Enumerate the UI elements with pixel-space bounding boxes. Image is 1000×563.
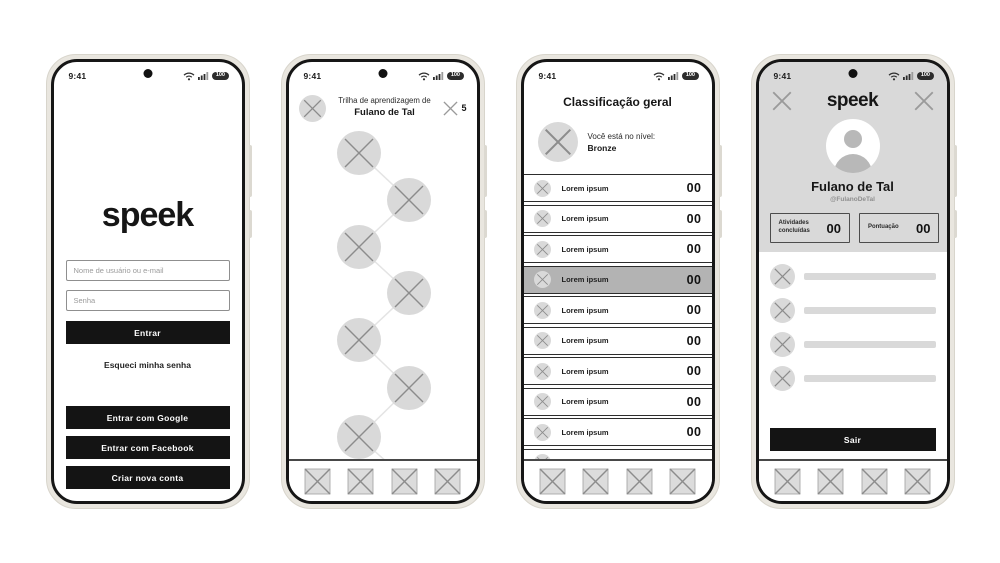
header-left-x-icon[interactable] bbox=[772, 91, 792, 111]
profile-placeholder-icon[interactable] bbox=[299, 95, 326, 122]
nav-profile-icon[interactable] bbox=[904, 468, 931, 495]
ranking-row[interactable]: Lorem ipsum 00 bbox=[524, 327, 712, 355]
text-placeholder-bar bbox=[804, 341, 936, 348]
nav-trail-icon[interactable] bbox=[817, 468, 844, 495]
page-title: Trilha de aprendizagem de Fulano de Tal bbox=[338, 96, 431, 118]
streak-x-icon bbox=[443, 101, 458, 116]
phone-login bbox=[46, 54, 250, 509]
ranking-row[interactable]: Lorem ipsum 00 bbox=[524, 205, 712, 233]
ranking-list bbox=[524, 174, 712, 459]
app-logo: speek bbox=[101, 196, 194, 234]
lesson-node[interactable] bbox=[337, 131, 381, 175]
battery-icon: 100 bbox=[212, 72, 228, 81]
menu-item-icon bbox=[770, 366, 795, 391]
ranking-row[interactable]: Lorem ipsum 00 bbox=[524, 388, 712, 416]
lesson-path-graphic bbox=[289, 130, 477, 459]
nav-home-icon[interactable] bbox=[304, 468, 331, 495]
person-icon bbox=[826, 119, 880, 173]
status-time: 9:41 bbox=[773, 71, 792, 81]
nav-ranking-icon[interactable] bbox=[861, 468, 888, 495]
login-button[interactable]: Entrar bbox=[66, 321, 230, 344]
nav-home-icon[interactable] bbox=[774, 468, 801, 495]
profile-screen bbox=[756, 59, 950, 504]
login-screen bbox=[51, 59, 245, 504]
profile-header-area bbox=[759, 62, 947, 252]
nav-ranking-icon[interactable] bbox=[626, 468, 653, 495]
nav-trail-icon[interactable] bbox=[347, 468, 374, 495]
phone-learning-trail bbox=[281, 54, 485, 509]
wifi-icon bbox=[418, 71, 430, 81]
learning-trail-screen bbox=[286, 59, 480, 504]
status-time: 9:41 bbox=[303, 71, 322, 81]
profile-menu-item[interactable] bbox=[770, 332, 936, 357]
ranking-row[interactable]: Lorem ipsum 00 bbox=[524, 174, 712, 202]
level-badge-icon bbox=[538, 122, 578, 162]
camera-dot bbox=[848, 69, 857, 78]
rank-avatar-icon bbox=[534, 393, 551, 410]
wifi-icon bbox=[183, 71, 195, 81]
status-bar bbox=[759, 62, 947, 84]
lesson-node[interactable] bbox=[337, 225, 381, 269]
google-login-button[interactable]: Entrar com Google bbox=[66, 406, 230, 429]
nav-profile-icon[interactable] bbox=[669, 468, 696, 495]
app-logo: speek bbox=[826, 90, 879, 111]
status-bar bbox=[289, 62, 477, 84]
menu-item-icon bbox=[770, 298, 795, 323]
nav-home-icon[interactable] bbox=[539, 468, 566, 495]
lesson-node[interactable] bbox=[387, 178, 431, 222]
profile-menu-item[interactable] bbox=[770, 298, 936, 323]
lesson-path-map bbox=[289, 130, 477, 459]
lesson-node[interactable] bbox=[387, 271, 431, 315]
ranking-row[interactable]: Lorem ipsum 00 bbox=[524, 357, 712, 385]
ranking-row[interactable]: Lorem ipsum 00 bbox=[524, 235, 712, 263]
level-status: Você está no nível: Bronze bbox=[587, 131, 656, 153]
status-bar bbox=[524, 62, 712, 84]
phone-profile bbox=[751, 54, 955, 509]
lesson-node[interactable] bbox=[337, 415, 381, 459]
battery-icon: 100 bbox=[682, 72, 698, 81]
profile-name: Fulano de Tal bbox=[811, 179, 894, 194]
password-input[interactable] bbox=[66, 290, 230, 311]
status-time: 9:41 bbox=[68, 71, 87, 81]
bottom-navigation bbox=[524, 459, 712, 501]
signal-icon bbox=[668, 71, 679, 81]
logout-button[interactable]: Sair bbox=[770, 428, 936, 451]
rank-avatar-icon bbox=[534, 180, 551, 197]
rank-avatar-icon bbox=[534, 241, 551, 258]
ranking-row[interactable]: Lorem ipsum 00 bbox=[524, 418, 712, 446]
rank-avatar-icon bbox=[534, 210, 551, 227]
ranking-row-partial[interactable] bbox=[524, 449, 712, 460]
text-placeholder-bar bbox=[804, 273, 936, 280]
rank-avatar-icon bbox=[534, 424, 551, 441]
profile-menu-item[interactable] bbox=[770, 366, 936, 391]
forgot-password-link[interactable]: Esqueci minha senha bbox=[104, 360, 191, 370]
profile-menu bbox=[759, 252, 947, 459]
username-input[interactable] bbox=[66, 260, 230, 281]
ranking-row[interactable]: Lorem ipsum 00 bbox=[524, 296, 712, 324]
bottom-navigation bbox=[289, 459, 477, 501]
ranking-screen bbox=[521, 59, 715, 504]
profile-handle: @FulanoDeTal bbox=[830, 196, 875, 203]
signal-icon bbox=[198, 71, 209, 81]
wifi-icon bbox=[888, 71, 900, 81]
rank-avatar-icon bbox=[534, 271, 551, 288]
rank-avatar-icon bbox=[534, 302, 551, 319]
nav-profile-icon[interactable] bbox=[434, 468, 461, 495]
stat-score: Pontuação 00 bbox=[859, 213, 939, 243]
status-bar bbox=[54, 62, 242, 84]
nav-trail-icon[interactable] bbox=[582, 468, 609, 495]
streak-counter: 5 bbox=[443, 101, 466, 116]
bottom-navigation bbox=[759, 459, 947, 501]
create-account-button[interactable]: Criar nova conta bbox=[66, 466, 230, 489]
camera-dot bbox=[378, 69, 387, 78]
lesson-node[interactable] bbox=[337, 318, 381, 362]
status-time: 9:41 bbox=[538, 71, 557, 81]
rank-avatar-icon bbox=[534, 363, 551, 380]
stat-activities: Atividades concluídas 00 bbox=[770, 213, 850, 243]
lesson-node[interactable] bbox=[387, 366, 431, 410]
text-placeholder-bar bbox=[804, 375, 936, 382]
avatar bbox=[826, 119, 880, 173]
phone-ranking bbox=[516, 54, 720, 509]
text-placeholder-bar bbox=[804, 307, 936, 314]
facebook-login-button[interactable]: Entrar com Facebook bbox=[66, 436, 230, 459]
battery-icon: 100 bbox=[447, 72, 463, 81]
signal-icon bbox=[433, 71, 444, 81]
ranking-row-current-user[interactable]: Lorem ipsum 00 bbox=[524, 266, 712, 294]
battery-icon: 100 bbox=[917, 72, 933, 81]
page-title: Classificação geral bbox=[563, 95, 672, 109]
wifi-icon bbox=[653, 71, 665, 81]
menu-item-icon bbox=[770, 264, 795, 289]
header-right-x-icon[interactable] bbox=[914, 91, 934, 111]
signal-icon bbox=[903, 71, 914, 81]
camera-dot bbox=[143, 69, 152, 78]
rank-avatar-icon bbox=[534, 332, 551, 349]
menu-item-icon bbox=[770, 332, 795, 357]
profile-menu-item[interactable] bbox=[770, 264, 936, 289]
nav-ranking-icon[interactable] bbox=[391, 468, 418, 495]
